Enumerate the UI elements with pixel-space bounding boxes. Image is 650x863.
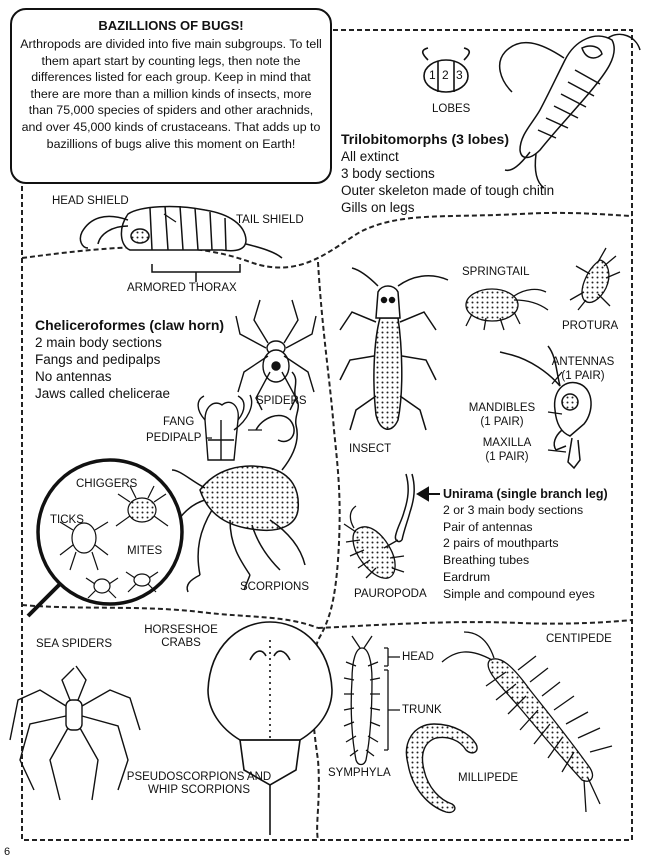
unirama-fact: Pair of antennas <box>443 519 533 534</box>
trilobitomorphs-fact: Outer skeleton made of tough chitin <box>341 183 555 198</box>
antennas-pair-label: (1 PAIR) <box>561 370 605 382</box>
chelicera-drawing <box>198 395 251 460</box>
cheliceroformes-group <box>35 316 224 402</box>
lobe-number-1: 1 <box>429 68 436 82</box>
insect-label: INSECT <box>349 443 392 455</box>
mandibles-label: MANDIBLES <box>468 402 536 414</box>
intro-title: BAZILLIONS OF BUGS! <box>98 18 244 33</box>
intro-body: Arthropods are divided into five main subgroups. To tell them apart start by counting legs, then note the differences listed for each group. Keep in mind that there are more than a million kinds of insects, more than 75,000 species of spiders and other arachnids, and over 45,000 kinds of crustaceans. That adds up to bazillions of bugs alive this moment on Earth! <box>20 37 322 151</box>
trilobitomorphs-fact: 3 body sections <box>341 166 435 181</box>
lobes-label: LOBES <box>432 103 471 115</box>
unirama-fact: 2 pairs of mouthparts <box>443 536 559 551</box>
millipede-drawing <box>406 724 477 812</box>
scorpions-label: SCORPIONS <box>240 581 310 593</box>
springtail-drawing <box>466 289 548 330</box>
trilobitomorphs-heading: Trilobitomorphs (3 lobes) <box>341 131 510 147</box>
millipede-label: MILLIPEDE <box>458 772 519 784</box>
spider-drawing <box>236 300 316 410</box>
maxilla-pair-label: (1 PAIR) <box>485 451 529 463</box>
mites-label: MITES <box>127 545 163 557</box>
trilobitomorphs-group <box>341 130 554 216</box>
intro-box <box>10 8 332 184</box>
lobe-number-3: 3 <box>456 68 463 82</box>
unirama-group <box>443 486 608 602</box>
leg-drawing <box>395 474 414 542</box>
unirama-fact: Breathing tubes <box>443 553 530 568</box>
cheliceroformes-fact: Fangs and pedipalps <box>35 352 161 367</box>
cheliceroformes-fact: No antennas <box>35 369 112 384</box>
unirama-fact: 2 or 3 main body sections <box>443 503 584 517</box>
head-label: HEAD <box>402 651 434 663</box>
chiggers-label: CHIGGERS <box>76 478 138 490</box>
unirama-pointer-arrow <box>418 488 440 500</box>
horseshoe-crabs-label: HORSESHOE CRABS <box>144 624 218 649</box>
antennas-label: ANTENNAS <box>551 356 615 368</box>
centipede-label: CENTIPEDE <box>546 633 612 645</box>
head-shield-label: HEAD SHIELD <box>52 195 129 207</box>
ticks-label: TICKS <box>50 514 84 526</box>
symphyla-drawing <box>344 636 400 765</box>
tail-shield-label: TAIL SHIELD <box>236 214 304 226</box>
lobe-number-2: 2 <box>442 68 449 82</box>
mandibles-pair-label: (1 PAIR) <box>480 416 524 428</box>
pauropoda-label: PAUROPODA <box>354 588 427 600</box>
cheliceroformes-heading: Cheliceroformes (claw horn) <box>35 317 225 333</box>
cheliceroformes-fact: Jaws called chelicerae <box>35 386 171 401</box>
unirama-fact: Eardrum <box>443 569 491 584</box>
horseshoe-crab-drawing <box>208 622 332 835</box>
sea-spider-drawing <box>10 666 140 800</box>
trilobitomorphs-fact: All extinct <box>341 149 399 164</box>
pauropoda-drawing <box>344 506 404 578</box>
page-number: 6 <box>4 846 11 858</box>
springtail-label: SPRINGTAIL <box>462 266 530 278</box>
protura-label: PROTURA <box>562 320 619 332</box>
pedipalp-label: PEDIPALP <box>146 432 202 444</box>
cheliceroformes-fact: 2 main body sections <box>35 335 162 350</box>
fang-label: FANG <box>163 416 195 428</box>
protura-drawing <box>570 248 620 310</box>
maxilla-label: MAXILLA <box>482 437 532 449</box>
beetle-drawing <box>340 268 448 430</box>
spiders-label: SPIDERS <box>256 395 307 407</box>
centipede-drawing <box>442 632 612 812</box>
unirama-fact: Simple and compound eyes <box>443 586 595 601</box>
armored-thorax-label: ARMORED THORAX <box>127 282 237 294</box>
symphyla-label: SYMPHYLA <box>328 767 391 779</box>
pseudoscorpions-label: PSEUDOSCORPIONS AND WHIP SCORPIONS <box>126 771 272 796</box>
trunk-label: TRUNK <box>402 704 442 716</box>
trilobitomorphs-fact: Gills on legs <box>341 200 415 215</box>
unirama-heading: Unirama (single branch leg) <box>443 487 608 501</box>
sea-spiders-label: SEA SPIDERS <box>36 638 113 650</box>
